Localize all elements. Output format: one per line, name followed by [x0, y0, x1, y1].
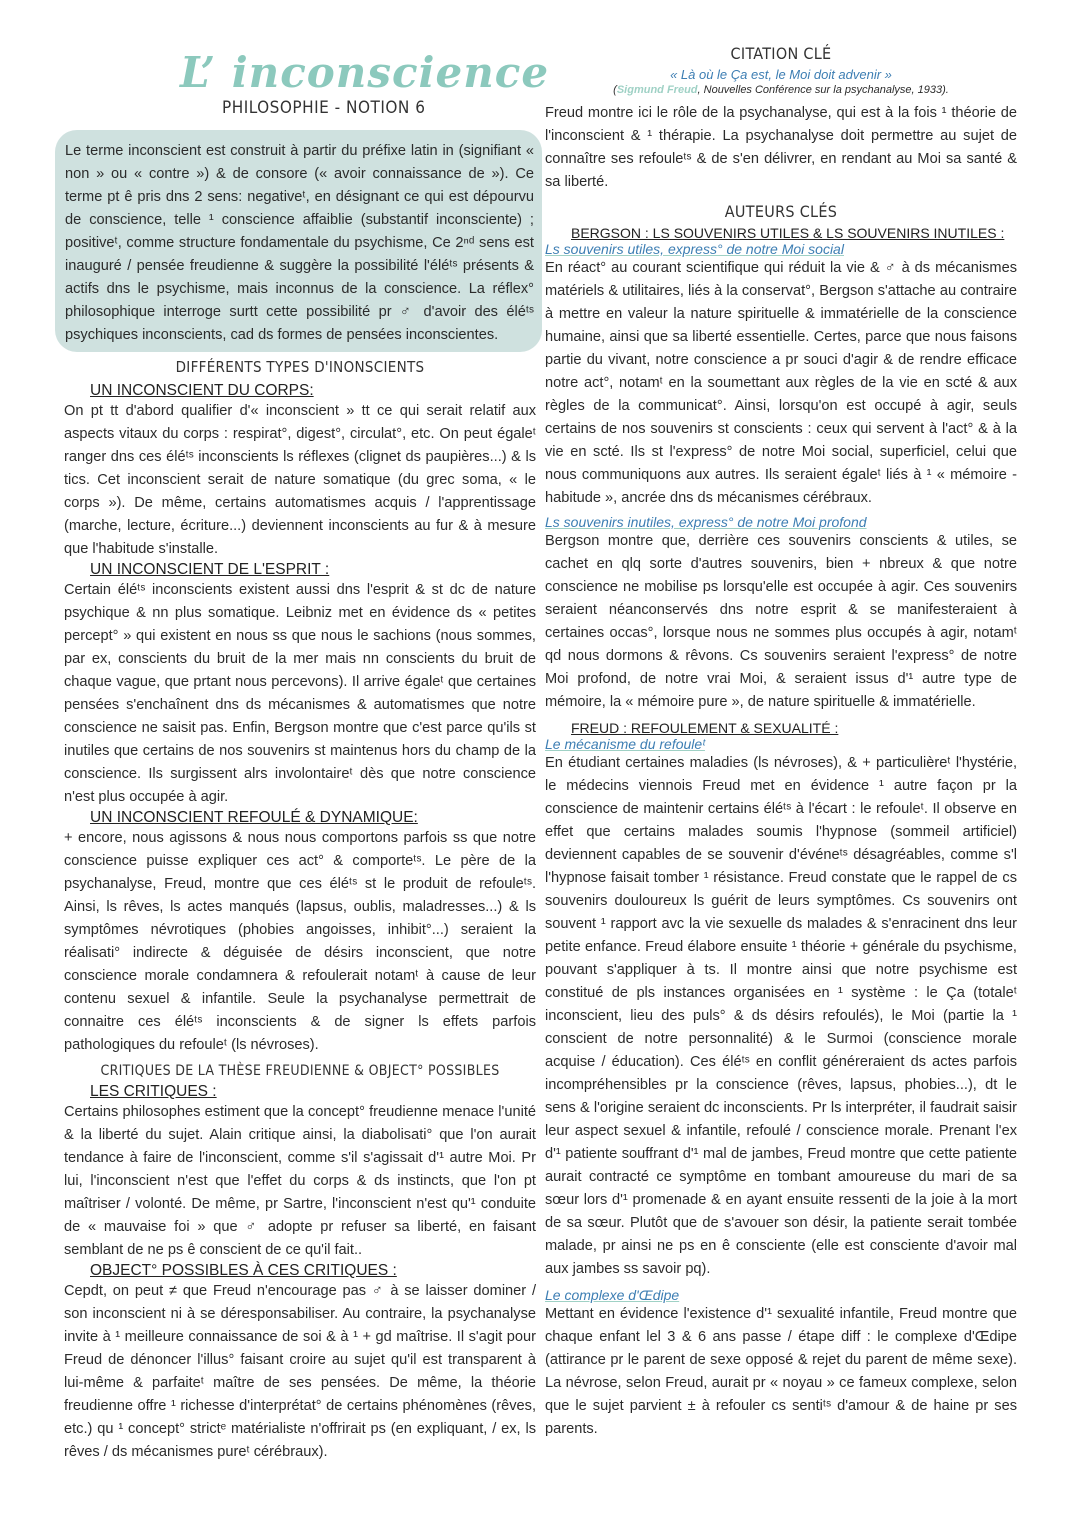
- page-subtitle: PHILOSOPHIE - NOTION 6: [222, 98, 426, 118]
- objections-heading: OBJECT° POSSIBLES À CES CRITIQUES :: [90, 1262, 397, 1279]
- corps-heading: UN INCONSCIENT DU CORPS:: [90, 382, 314, 399]
- citation-source-line: (Sigmund Freud, Nouvelles Conférence sur la psychanalyse, 1933).: [613, 84, 949, 96]
- freud-sub1: Le mécanisme du refouleᵗ: [545, 736, 705, 752]
- bergson-sub2: Ls souvenirs inutiles, express° de notre Moi profond: [545, 514, 867, 530]
- citation-text: Freud montre ici le rôle de la psychanalyse, qui est à la fois ¹ théorie de l'inconscient & ¹ thérapie. La psychanalyse doit permettre au sujet de connaître ses refouleᵗˢ & de s'en délivrer, en rendant au Moi sa santé & sa liberté.: [545, 105, 1017, 190]
- refoule-text: + encore, nous agissons & nous nous comportons parfois ss que notre conscience puisse expliquer ces act° & comporteᵗˢ. Le père de la psychanalyse, Freud, montre que ces éléᵗˢ st le produit de refouleᵗˢ. Ainsi, ls rêves, ls actes manqués (lapsus, oublis, maladresses...) & ls symptômes névrotiques (phobies angoisses, inhibit°...) seraient la réalisati° indirecte & déguisée de désirs inconscient, que notre conscience morale condamnera & refoulerait notamᵗ à cause de leur contenu sexuel & infantile. Seule la psychanalyse permettrait de connaitre ces éléᵗˢ inconscients & de signer ls effets parfois pathologiques du refouleᵗ (ls névroses).: [64, 830, 536, 1053]
- citation-source: , Nouvelles Conférence sur la psychanalyse, 1933).: [697, 84, 949, 96]
- freud-sub2: Le complexe d'Œdipe: [545, 1287, 680, 1303]
- corps-text: On pt tt d'abord qualifier d'« inconscient » tt ce qui serait relatif aux aspects vitaux du corps : respirat°, digest°, circulat°, etc. On peut égaleᵗ ranger dns ces éléᵗˢ inconscients ls réflexes (clignet ds paupières...) & ls tics. Cet inconscient serait de nature somatique (du grec soma, « le corps »). De même, certains automatismes acquis / l'apprentissage (marche, lecture, écriture...) deviennent inconscients au fur & à mesure que l'habitude s'installe.: [64, 403, 536, 557]
- types-heading: DIFFÉRENTS TYPES D'INONSCIENTS: [175, 358, 425, 376]
- intro-box: [55, 130, 542, 352]
- auteurs-heading: AUTEURS CLÉS: [724, 202, 838, 221]
- bergson-heading: BERGSON : LS SOUVENIRS UTILES & LS SOUVENIRS INUTILES :: [571, 225, 1005, 241]
- freud-heading: FREUD : REFOULEMENT & SEXUALITÉ :: [571, 720, 839, 736]
- intro-text: Le terme inconscient est construit à partir du préfixe latin in (signifiant « non » ou « contre ») & de consore (« avoir connaissance de »). Ce terme pt ê pris dns 2 sens: negativeᵗ, en désignant ce qui est dépourvu de conscience, telle ¹ conscience affaiblie (substantif inconsciente) ; positiveᵗ, comme structure fondamentale du psychisme, Ce 2ⁿᵈ sens est inauguré / pensée freudienne & suggère la possibilité l'éléᵗˢ présents & actifs dns le psychisme, mais inconnus de la conscience. La réflex° philosophique interroge surtt cette possibilité pr ♂ d'avoir des éléᵗˢ psychiques inconscients, cad ds formes de pensées inconscientes.: [65, 143, 534, 343]
- left-column: [64, 358, 536, 1464]
- bergson-text2: Bergson montre que, derrière ces souvenirs conscients & utiles, se cachet en qlq sorte d'autres souvenirs, bien + nbreux & que notre conscience ne mobilise ps lorsqu'elle est occupée à agir. Ces souvenirs seraient néanconservés dns notre esprit & se manifesteraient à certaines occas°, lorsque nous ne sommes plus occupés à agir, notamᵗ qd nous dormons & rêvons. Cs souvenirs seraient l'express° de notre Moi profond, de notre vrai Moi, & seraient issus d'¹ autre type de mémoire, la « mémoire pure », de nature spirituelle & immatérielle.: [545, 533, 1017, 710]
- les-critiques-heading: LES CRITIQUES :: [90, 1083, 217, 1100]
- esprit-text: Certain éléᵗˢ inconscients existent aussi dns l'esprit & st dc de nature psychique & nn plus somatique. Leibniz met en évidence ds « petites percept° » qui existent en nous ss que nous le sachions (nous sommes, par ex, conscients du bruit de la mer mais nn conscients du bruit de chaque vague, que prtant nous percevons). Il arrive égaleᵗ que certaines pensées s'enchaînent dns ds mécanismes & automatismes que notre conscience ne saisit pas. Enfin, Bergson montre que c'est parce qu'ils st inutiles que certains de nos souvenirs st maintenus hors du champ de la conscience. Ils surgissent alrs involontaireᵗ dès que notre conscience n'est plus occupée à agir.: [64, 582, 536, 805]
- esprit-heading: UN INCONSCIENT DE L'ESPRIT :: [90, 561, 330, 578]
- objections-text: Cepdt, on peut ≠ que Freud n'encourage pas ♂ à se laisser dominer / son inconscient ni à se déresponsabiliser. Au contraire, la psychanalyse invite à ¹ meilleure connaissance de soi & à ¹ + gd maîtrise. Il s'agit pour Freud de dénoncer l'illus° faisant croire au sujet qu'il est transparent à lui-même & parfaiteᵗ maître de ses pensées. De même, la théorie freudienne offre ¹ richesse d'interprétat° de certains phénomènes (rêves, etc.) qu ¹ concept° strictᵉ matérialiste n'offrirait ps (en expliquant, / ex, ls rêves / ds mécanismes pureᵗ cérébraux).: [64, 1283, 536, 1460]
- freud-text1: En étudiant certaines maladies (ls névroses), & + particulièreᵗ l'hystérie, le médecins viennois Freud met en évidence ¹ autre façon pr la conscience de maintenir certains éléᵗˢ à l'écart : le refouleᵗ. Il observe en effet que certains malades soumis l'hypnose (sommeil artificiel) deviennent capables de se souvenir d'événeᵗˢ désagréables, comme s'l l'hypnose faisait tomber ¹ résistance. Freud constate que le rappel de cs souvenirs douloureux ls guérit de leurs symptômes. Cs souvenirs ont souvent ¹ rapport avc la vie sexuelle ds malades & s'enracinent dns leur petite enfance. Freud élabore ensuite ¹ théorie + générale du psychisme, pouvant s'appliquer à ts. Il montre ainsi que notre psychisme est constitué de pls instances organisées en ¹ système : le Ça (totaleᵗ inconscient, lieu des puls° & ds désirs refoulés), le Moi (partie la ¹ conscient de notre personnalité) & le Surmoi (conscience morale acquise / éducation). Ces éléᵗˢ en conflit généreraient ds actes parfois incompréhensibles pr la conscience (rêves, lapsus, phobies...), dt le sens & l'origine seraient dc inconscients. Pr ls interpréter, il faudrait saisir leur aspect sexuel & infantile, refoulé / conscience morale. Prenant l'ex d'¹ patiente souffrant d'¹ mal de jambes, Freud montre que cette patiente aurait contracté ce symptôme en tombant amoureuse du mari de sa sœur lors d'¹ promenade & en ayant ensuite ressenti de la joie à la mort de sa sœur. Plutôt que de s'avouer son désir, la patiente serait tombée malade, pr ainsi ne ps en ê consciente (elle est consciente d'avoir mal aux jambes ss savoir pq).: [545, 755, 1017, 1277]
- citation-heading: CITATION CLÉ: [730, 44, 832, 63]
- citation-quote: « Là où le Ça est, le Moi doit advenir »: [670, 67, 892, 82]
- les-critiques-text: Certains philosophes estiment que la concept° freudienne menace l'unité & la liberté du sujet. Alain critique ainsi, la diabolisati° que l'on aurait tendance à faire de l'inconscient, comme s'il s'agissait d'¹ autre Moi. Pr lui, l'inconscient n'est que l'effet du corps & ds instincts, que l'on pt maîtriser / volonté. De même, pr Sartre, l'inconscient n'est qu'¹ conduite de « mauvaise foi » que ♂ adopte pr refuser sa liberté, en faisant semblant de ne ps ê conscient de ce qu'il fait..: [64, 1104, 536, 1258]
- bergson-text1: En réact° au courant scientifique qui réduit la vie & ♂ à ds mécanismes matériels & utilitaires, liés à la conservat°, Bergson s'attache au contraire à mettre en valeur la nature spirituelle & immatérielle de la conscience humaine, ainsi que sa liberté essentielle. Certes, parce que nous faisons partie du vivant, notre conscience a pr souci d'agir & de rendre efficace notre act°, notamᵗ en la soumettant aux règles de la vie en scté & aux règles de la communicat°. Ainsi, lorsqu'on est occupé à agir, seuls certains de nos souvenirs st conscients : ceux qui servent à l'act° & à la vie en scté. Ils st l'express° de notre Moi social, superficiel, celui que nous communiquons aux autres. Ils seraient égaleᵗ liés à ¹ « mémoire - habitude », ancrée dns ds mécanismes cérébraux.: [545, 260, 1017, 506]
- right-column: [545, 44, 1017, 1441]
- page-title: L’ inconscience: [180, 48, 550, 97]
- freud-text2: Mettant en évidence l'existence d'¹ sexualité infantile, Freud montre que chaque enfant lel 3 & 6 ans passe / étape diff : le complexe d'Œdipe (attirance pr le parent de sexe opposé & rejet du parent de même sexe). La névrose, selon Freud, aurait pr « noyau » ce fameux complexe, selon que le sujet parvient ± à refouler cs sentiᵗˢ d'amour & de haine pr ses parents.: [545, 1306, 1017, 1437]
- citation-author: Sigmund Freud: [616, 84, 698, 96]
- refoule-heading: UN INCONSCIENT REFOULÉ & DYNAMIQUE:: [90, 809, 418, 826]
- critiques-heading: CRITIQUES DE LA THÈSE FREUDIENNE & OBJECT° POSSIBLES: [100, 1063, 500, 1079]
- bergson-sub1: Ls souvenirs utiles, express° de notre Moi social: [545, 241, 844, 257]
